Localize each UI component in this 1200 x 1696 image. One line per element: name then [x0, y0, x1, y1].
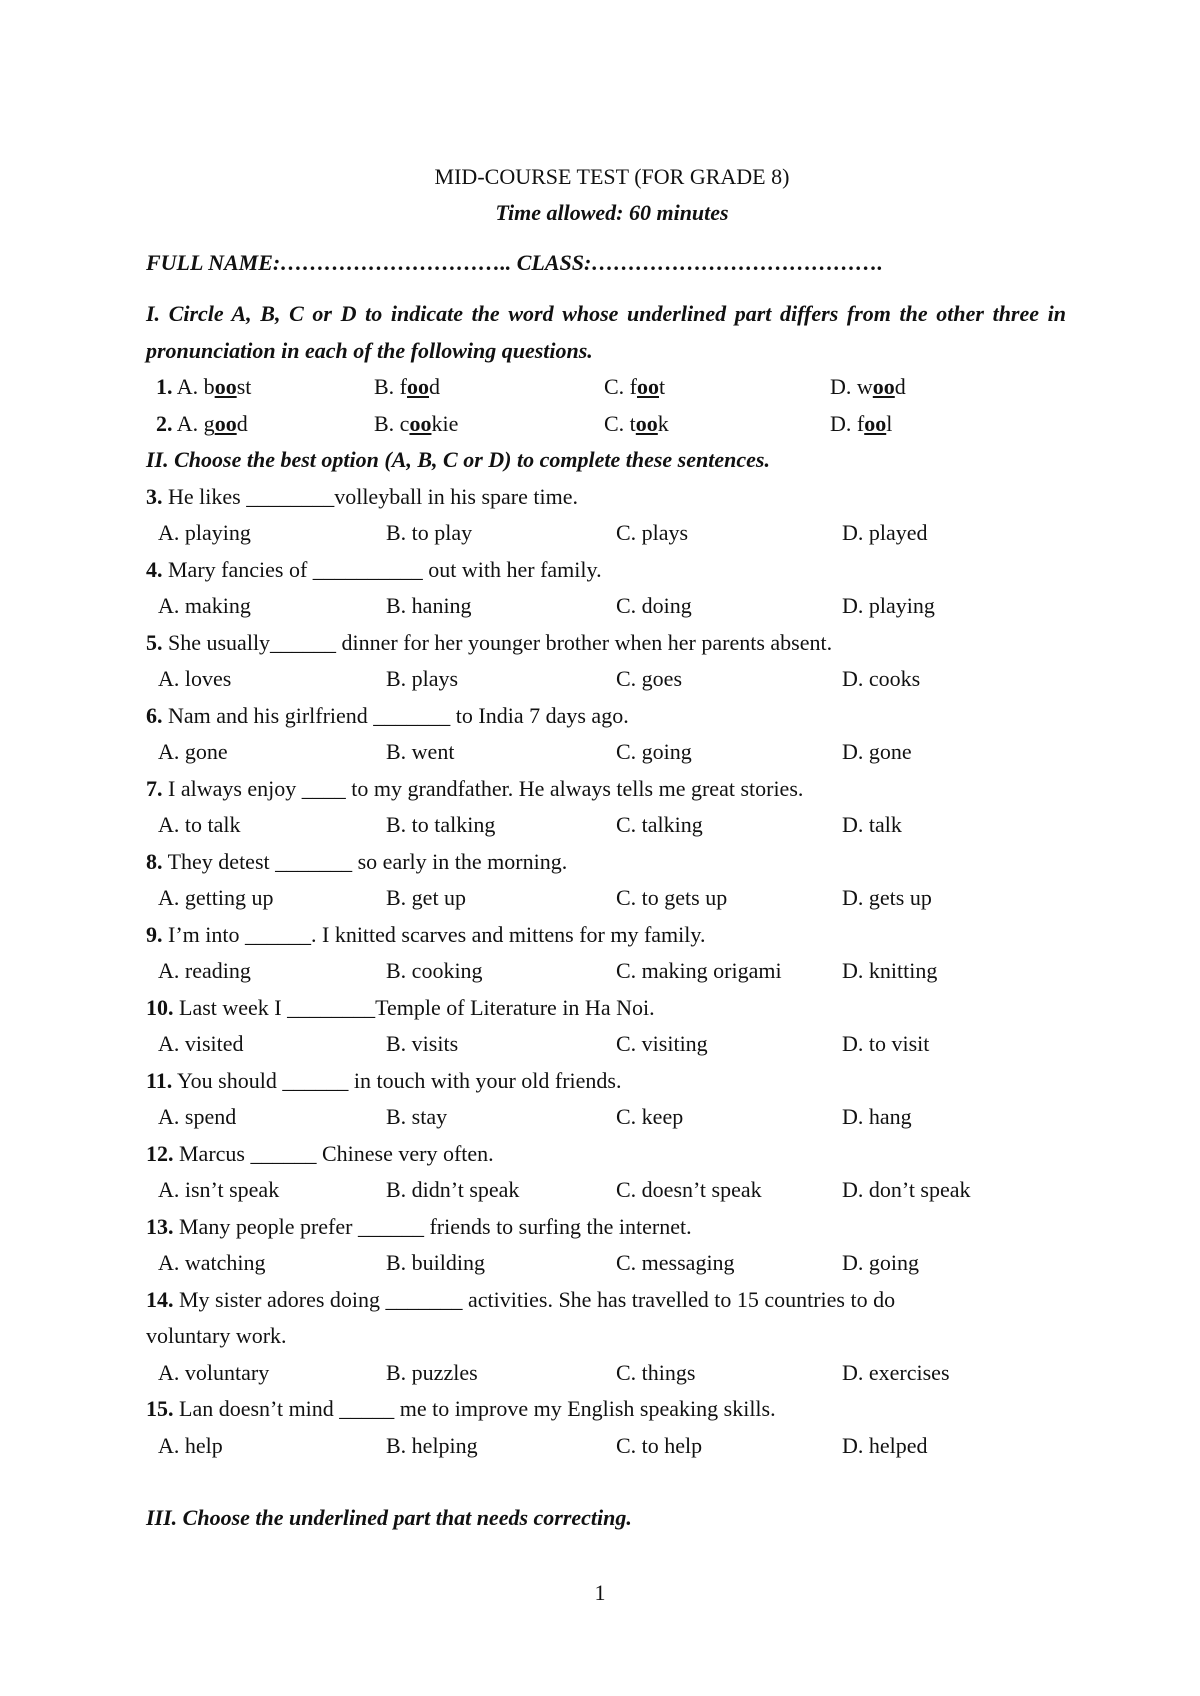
option: D. to visit: [842, 1031, 930, 1056]
question-body: He likes ________volleyball in his spare time.: [162, 483, 578, 509]
underlined-part: oo: [637, 374, 659, 399]
question-number: 15.: [146, 1396, 174, 1421]
option: A. to talk: [158, 812, 241, 837]
option: C. plays: [616, 520, 689, 545]
option: D. helped: [842, 1432, 928, 1458]
option-suffix: d: [894, 374, 906, 399]
option-prefix: B. c: [374, 410, 410, 436]
question-text: [146, 1136, 1066, 1173]
question-text: [146, 990, 1066, 1027]
question-text: [146, 698, 1066, 735]
option: A. loves: [158, 666, 232, 691]
question-row: [146, 406, 1066, 443]
option: C. keep: [616, 1104, 684, 1129]
option-suffix: d: [429, 374, 440, 399]
question-body: You should ______ in touch with your old friends.: [172, 1067, 622, 1093]
question-body: Mary fancies of __________ out with her family.: [162, 556, 602, 582]
options-row: [146, 1026, 1066, 1063]
option: A. making: [158, 593, 251, 618]
option-suffix: st: [236, 374, 252, 399]
question-text: [146, 1063, 1066, 1100]
underlined-part: oo: [214, 410, 237, 436]
question-text: [146, 479, 1066, 516]
option: A. spend: [158, 1104, 237, 1129]
question-number: 12.: [146, 1140, 174, 1166]
question-number: 1.: [156, 374, 173, 399]
option: A. visited: [158, 1031, 244, 1056]
option: D. playing: [842, 593, 935, 618]
options-row: [146, 1245, 1066, 1282]
option: C. to gets up: [616, 885, 728, 910]
option: A. watching: [158, 1250, 266, 1275]
question-body: They detest _______ so early in the morning.: [162, 848, 568, 874]
underlined-part: oo: [872, 374, 895, 399]
page-number: 1: [594, 1580, 606, 1605]
underlined-part: oo: [409, 410, 432, 436]
option: B. plays: [386, 666, 459, 691]
option: C. doesn’t speak: [616, 1177, 762, 1202]
option: B. visits: [386, 1031, 459, 1056]
question-body: Marcus ______ Chinese very often.: [173, 1140, 494, 1166]
section-1-questions: [146, 369, 1066, 442]
option: D. gets up: [842, 885, 932, 910]
option-prefix: B. f: [374, 374, 407, 399]
options-row: [146, 1428, 1066, 1465]
underlined-part: oo: [864, 410, 887, 436]
option: [604, 406, 830, 443]
section-3-heading: III. Choose the underlined part that needs correcting.: [146, 1505, 632, 1530]
question-body: She usually______ dinner for her younger brother when her parents absent.: [162, 629, 833, 655]
option: D. cooks: [842, 666, 921, 691]
question-body: Lan doesn’t mind _____ me to improve my English speaking skills.: [173, 1396, 776, 1421]
question-number: 4.: [146, 556, 163, 582]
question-number: 5.: [146, 629, 163, 655]
question-number: 2.: [156, 410, 173, 436]
option: [156, 369, 374, 406]
question-text: [146, 917, 1066, 954]
options-row: [146, 1172, 1066, 1209]
option: [830, 406, 892, 443]
question-row: [146, 369, 1066, 406]
option-suffix: kie: [431, 410, 459, 436]
option: C. talking: [616, 812, 703, 837]
question-body: I’m into ______. I knitted scarves and mittens for my family.: [162, 921, 706, 947]
question-number: 7.: [146, 775, 163, 801]
question-body: Nam and his girlfriend _______ to India 7 days ago.: [162, 702, 629, 728]
option: B. to talking: [386, 812, 496, 837]
option-suffix: k: [657, 410, 669, 436]
option: D. talk: [842, 812, 902, 837]
question-text: [146, 625, 1066, 662]
question-text: [146, 844, 1066, 881]
time-allowed: Time allowed: 60 minutes: [495, 200, 729, 225]
section-2-heading: II. Choose the best option (A, B, C or D) to complete these sentences.: [146, 447, 770, 472]
option: B. didn’t speak: [386, 1177, 520, 1202]
options-row: [146, 588, 1066, 625]
options-row: [146, 807, 1066, 844]
question-body: My sister adores doing _______ activities. She has travelled to 15 countries to do: [173, 1286, 896, 1312]
option: B. stay: [386, 1104, 448, 1129]
question-number: 6.: [146, 702, 163, 728]
option-suffix: d: [236, 410, 248, 436]
option: A. help: [158, 1432, 223, 1458]
options-row: [146, 734, 1066, 771]
underlined-part: oo: [635, 410, 658, 436]
option-suffix: t: [659, 374, 666, 399]
option: C. making origami: [616, 958, 782, 983]
option: B. haning: [386, 593, 472, 618]
underlined-part: oo: [214, 374, 237, 399]
option: D. exercises: [842, 1359, 950, 1385]
option-prefix: D. f: [830, 410, 865, 436]
option-suffix: l: [886, 410, 893, 436]
options-row: [146, 880, 1066, 917]
question-text: [146, 1391, 1066, 1428]
option: B. get up: [386, 885, 467, 910]
option: A. voluntary: [158, 1359, 270, 1385]
option: B. went: [386, 739, 455, 764]
option-prefix: C. f: [604, 374, 637, 399]
option: B. puzzles: [386, 1359, 478, 1385]
option: A. gone: [158, 739, 228, 764]
options-row: [146, 515, 1066, 552]
option: C. visiting: [616, 1031, 708, 1056]
options-row: [146, 1099, 1066, 1136]
option: C. things: [616, 1359, 696, 1385]
option: C. to help: [616, 1432, 703, 1458]
option: D. knitting: [842, 958, 938, 983]
option-prefix: A. g: [176, 410, 215, 436]
option: D. hang: [842, 1104, 912, 1129]
question-text: [146, 552, 1066, 589]
section-2-questions: [146, 479, 1066, 1465]
option: B. building: [386, 1250, 486, 1275]
option: A. getting up: [158, 885, 274, 910]
question-number: 8.: [146, 848, 163, 874]
option: [830, 369, 906, 406]
option: D. going: [842, 1250, 919, 1275]
question-number: 13.: [146, 1213, 174, 1239]
option-prefix: C. t: [604, 410, 636, 436]
option: C. goes: [616, 666, 682, 691]
option: [374, 406, 604, 443]
option: D. gone: [842, 739, 912, 764]
question-text-continued: voluntary work.: [146, 1323, 287, 1348]
option: [156, 406, 374, 443]
option: C. messaging: [616, 1250, 735, 1275]
option: B. cooking: [386, 958, 483, 983]
option: D. don’t speak: [842, 1177, 971, 1202]
options-row: [146, 953, 1066, 990]
question-number: 14.: [146, 1286, 174, 1312]
underlined-part: oo: [407, 374, 429, 399]
option: C. going: [616, 739, 692, 764]
question-body: I always enjoy ____ to my grandfather. He always tells me great stories.: [162, 775, 804, 801]
option: [604, 369, 830, 406]
question-text: [146, 771, 1066, 808]
test-content: [146, 160, 1066, 1537]
question-number: 11.: [146, 1067, 173, 1093]
test-title: MID-COURSE TEST (FOR GRADE 8): [434, 164, 790, 189]
option: C. doing: [616, 593, 692, 618]
spacer: [146, 1464, 1066, 1500]
options-row: [146, 661, 1066, 698]
option: A. reading: [158, 958, 251, 983]
section-1-heading: I. Circle A, B, C or D to indicate the word whose underlined part differs from the other three in pronunciation in each of the following questions.: [146, 301, 1066, 363]
option: A. isn’t speak: [158, 1177, 280, 1202]
question-text: [146, 1282, 1066, 1319]
question-body: Many people prefer ______ friends to surfing the internet.: [173, 1213, 692, 1239]
option: A. playing: [158, 520, 251, 545]
question-text: [146, 1209, 1066, 1246]
option: B. to play: [386, 520, 473, 545]
question-number: 10.: [146, 994, 174, 1020]
question-body: Last week I ________Temple of Literature in Ha Noi.: [173, 994, 655, 1020]
options-row: [146, 1355, 1066, 1392]
option: [374, 369, 604, 406]
option-prefix: D. w: [830, 374, 873, 399]
option-prefix: A. b: [176, 374, 215, 399]
option: D. played: [842, 520, 928, 545]
name-class-line: FULL NAME:………………………….. CLASS:………………………………….: [146, 250, 883, 275]
option: B. helping: [386, 1432, 478, 1458]
question-number: 3.: [146, 483, 163, 509]
question-number: 9.: [146, 921, 163, 947]
